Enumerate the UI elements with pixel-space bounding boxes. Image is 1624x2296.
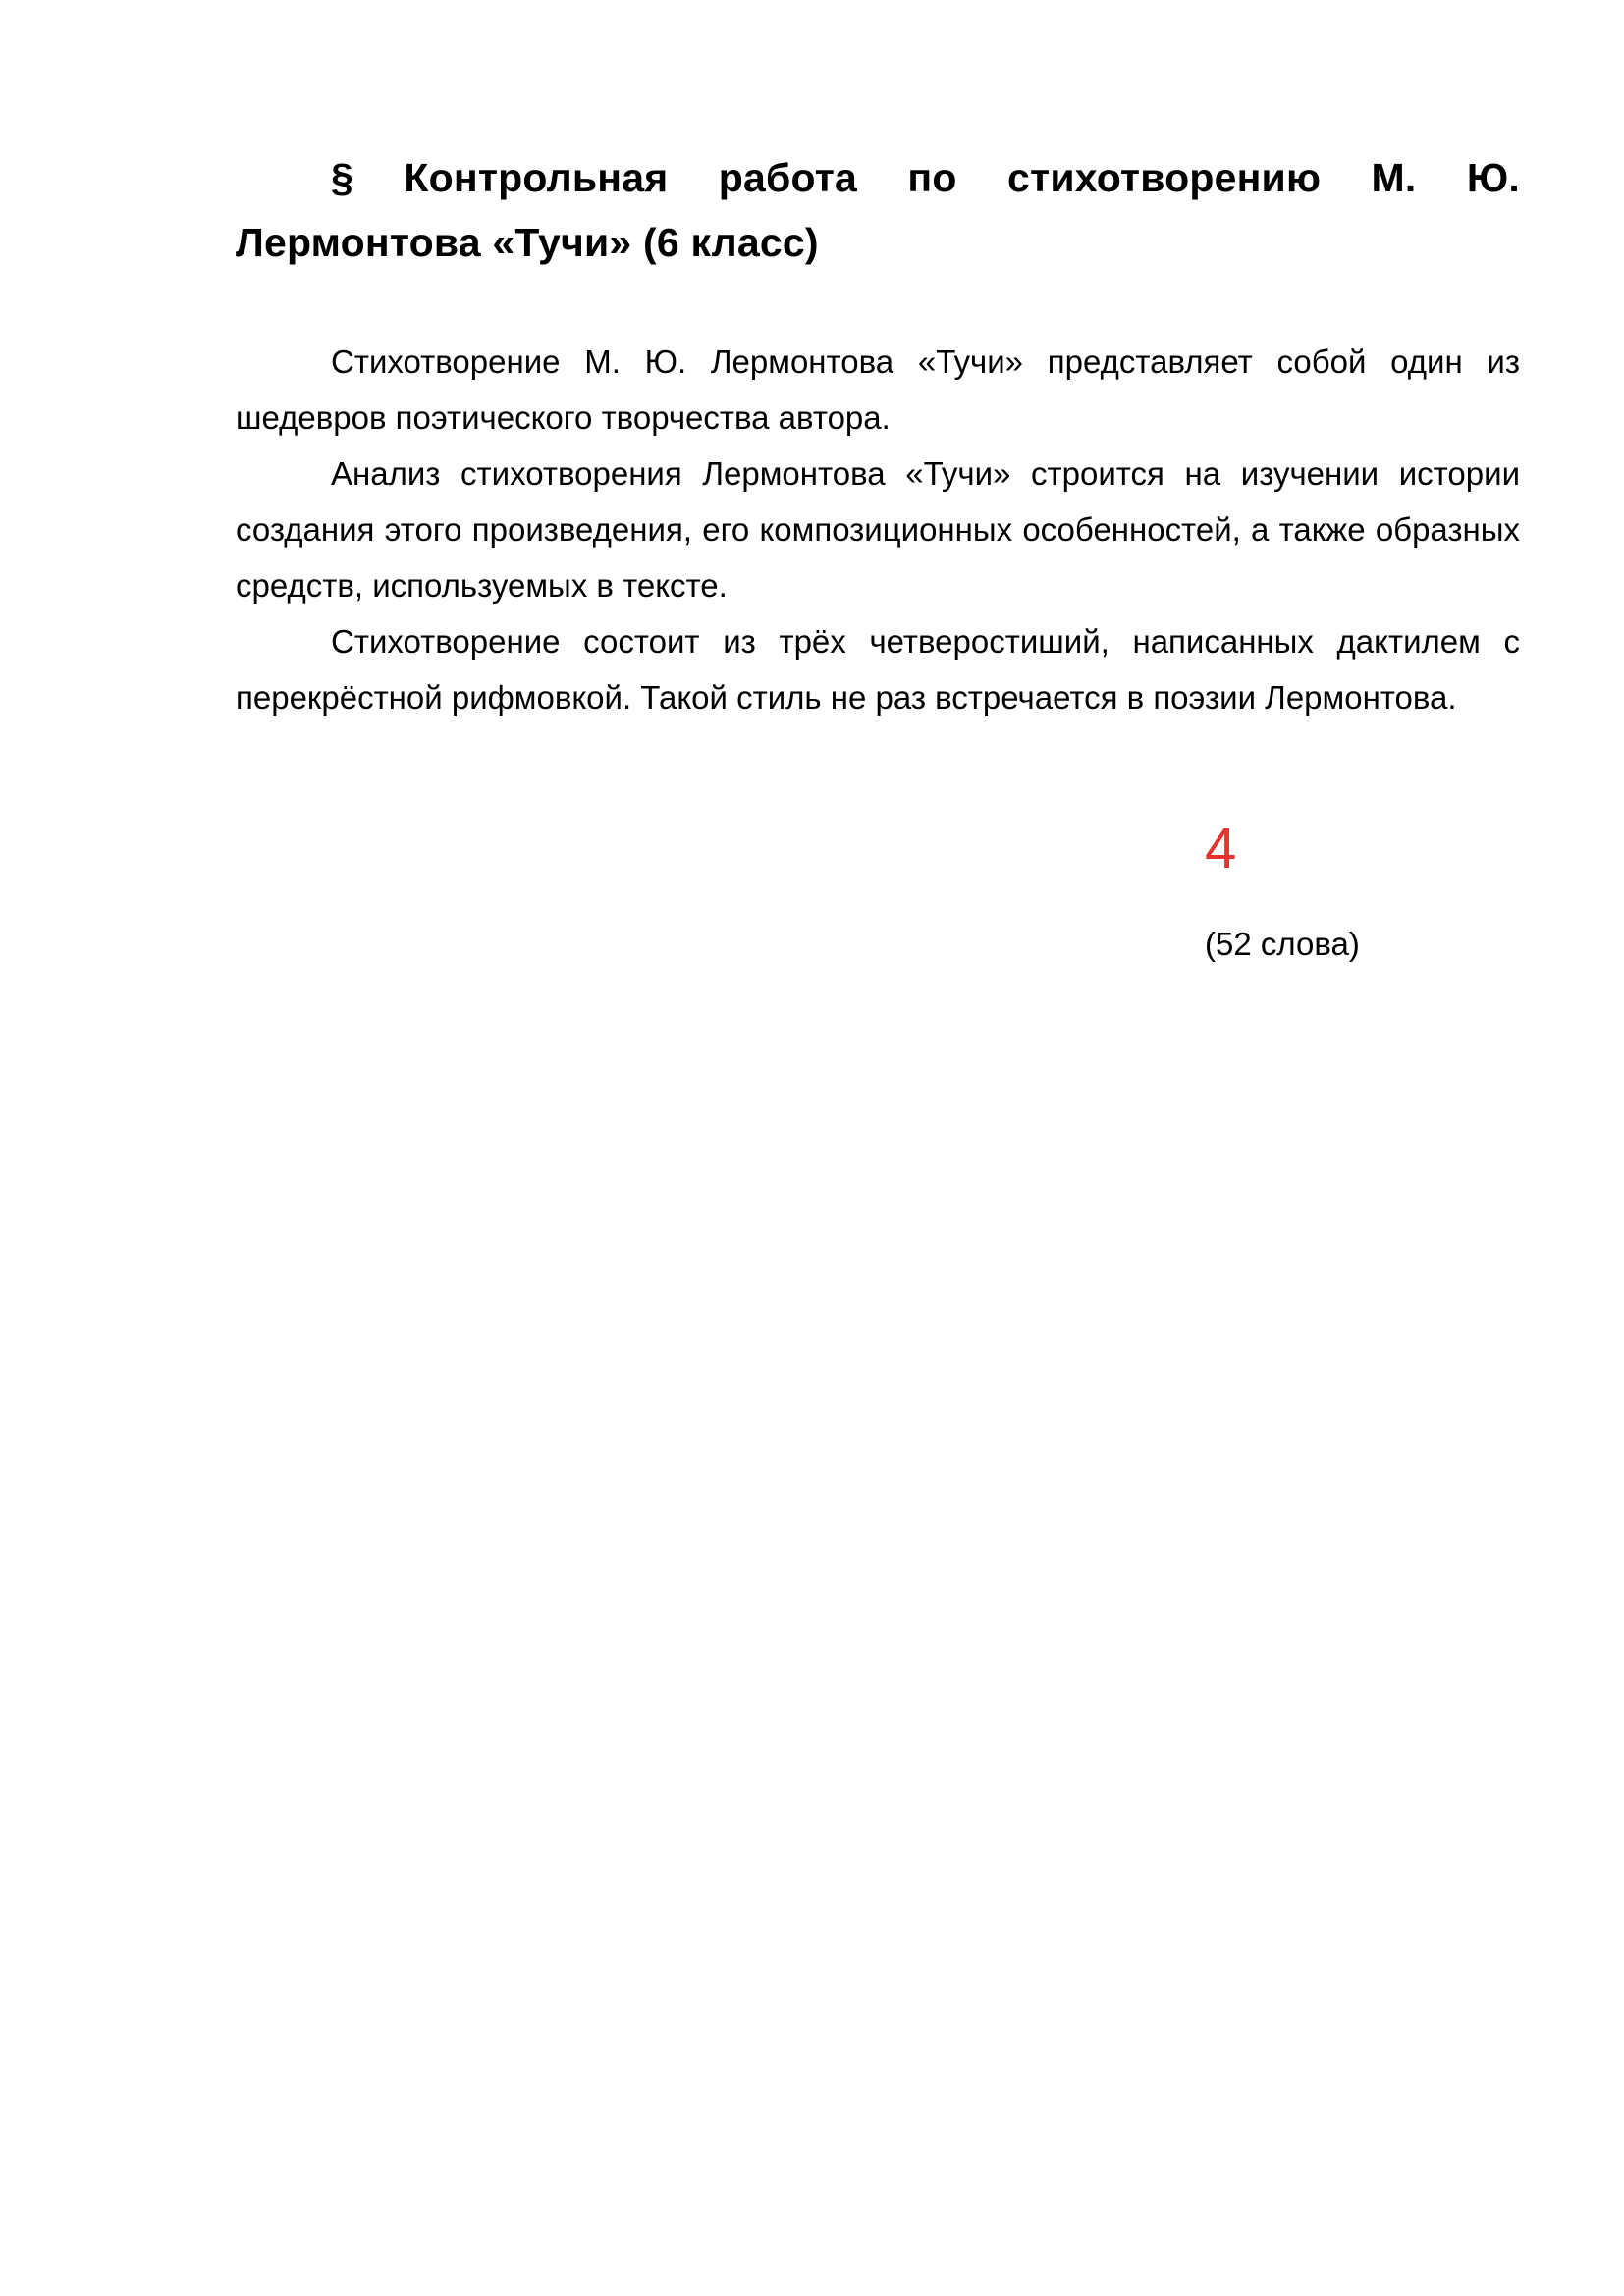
paragraph-3: Стихотворение состоит из трёх четверостиший, написанных дактилем с перекрёстной рифмовкой. Такой стиль не раз встречается в поэзии Лермонтова.: [236, 623, 1520, 716]
paragraph-1: Стихотворение М. Ю. Лермонтова «Тучи» представляет собой один из шедевров поэтического творчества автора.: [236, 344, 1520, 436]
document-content: [236, 145, 1520, 725]
page-title: § Контрольная работа по стихотворению М. Ю. Лермонтова «Тучи» (6 класс): [236, 155, 1520, 265]
paragraph-2: Анализ стихотворения Лермонтова «Тучи» строится на изучении истории создания этого произведения, его композиционных особенностей, а также образных средств, используемых в тексте.: [236, 455, 1520, 604]
body-text: [236, 334, 1520, 725]
word-count: (52 слова): [1205, 926, 1360, 962]
grade-mark: 4: [1205, 817, 1237, 881]
